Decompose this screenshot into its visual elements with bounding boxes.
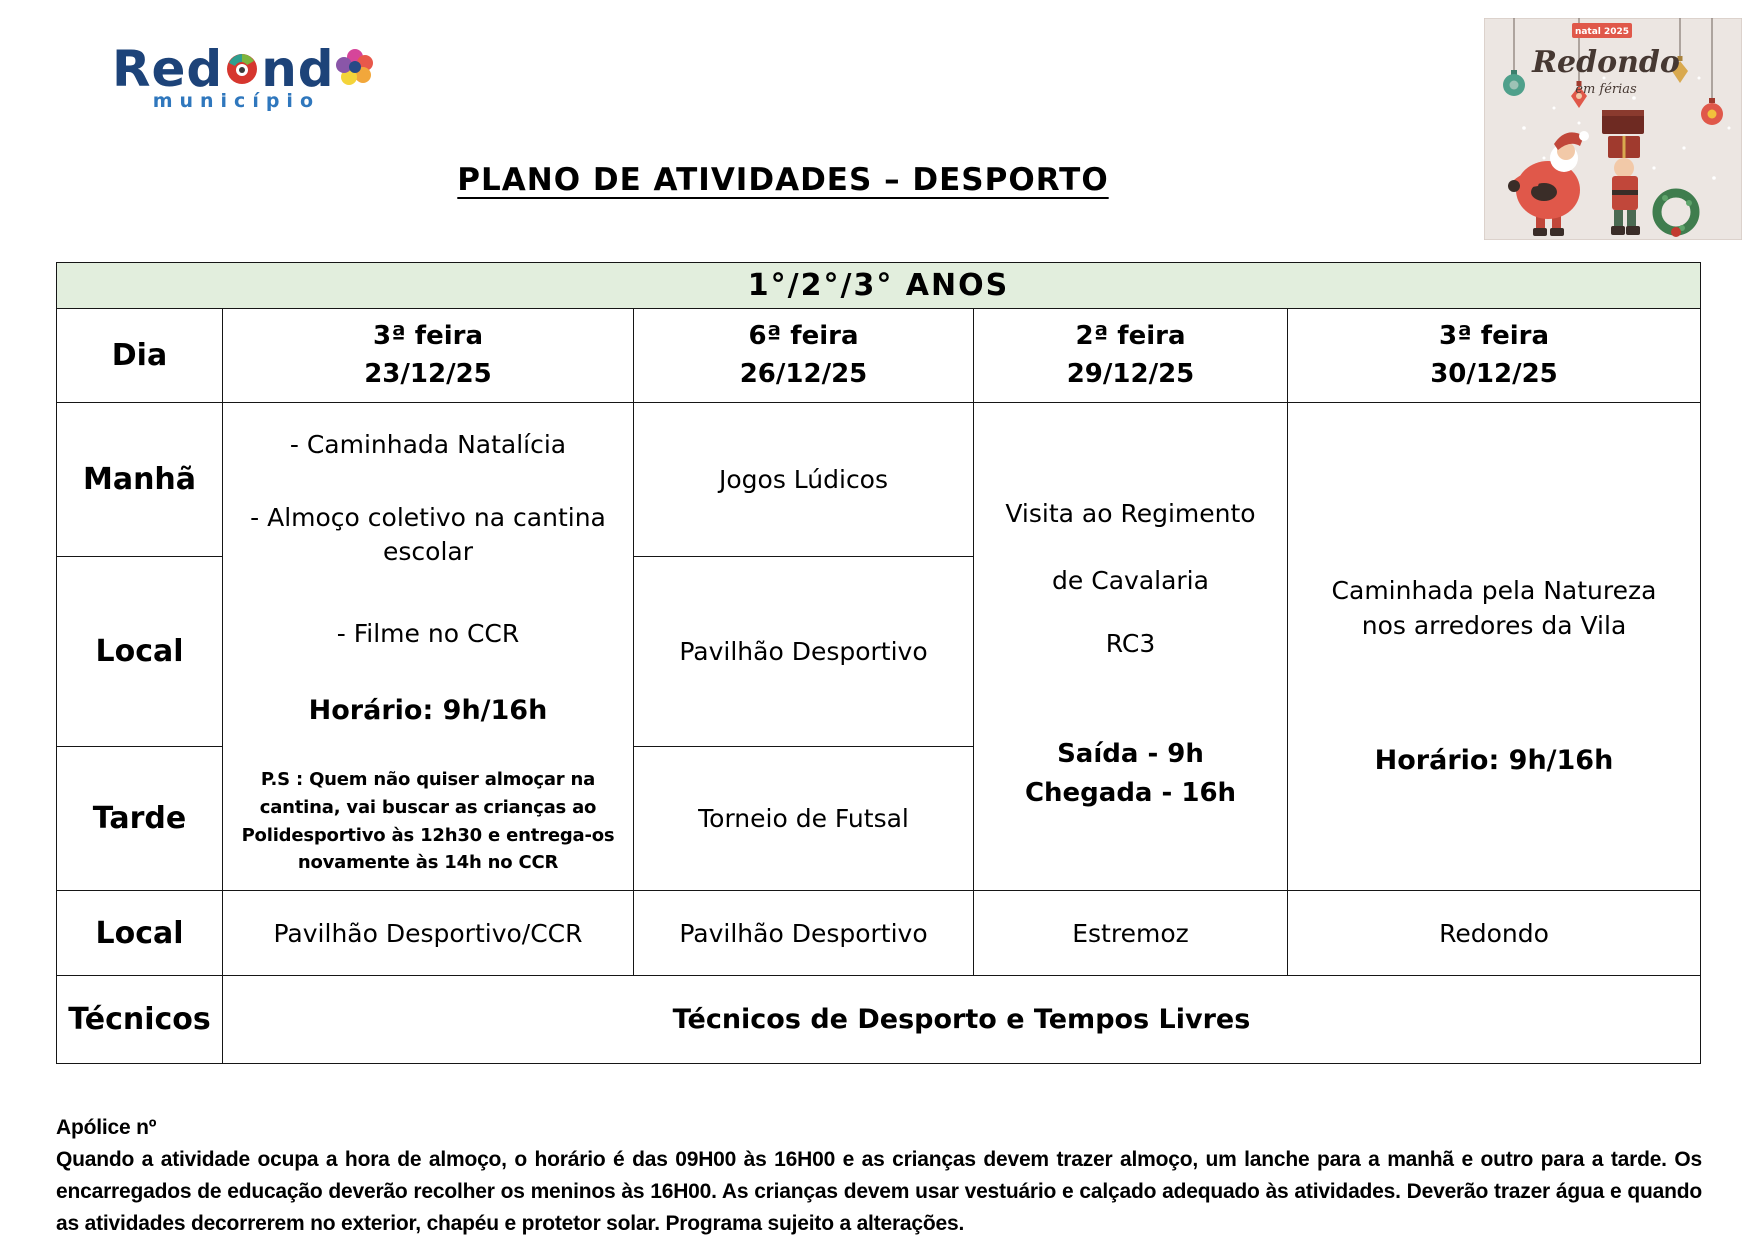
- cell-day1-program: [223, 403, 634, 891]
- logo-subtitle: município: [152, 90, 320, 112]
- cell-day1-local: Pavilhão Desportivo/CCR: [223, 891, 634, 976]
- cell-day4-local: Redondo: [1288, 891, 1701, 976]
- day4-activity-line1: Caminhada pela Natureza: [1331, 576, 1657, 605]
- corner-header-dia: Dia: [57, 309, 223, 403]
- day-3-date: 29/12/25: [1066, 358, 1195, 389]
- row-label-local-2: Local: [57, 891, 223, 976]
- poster-badge: [1572, 23, 1632, 38]
- logo-text-part2: nd: [261, 40, 335, 98]
- footer-note-paragraph: Quando a atividade ocupa a hora de almoço, o horário é das 09H00 às 16H00 e as crianças devem trazer almoço, um lanche para a manhã e outro para a tarde. Os encarregados de educação deverão recolher os meninos às 16H00. As crianças devem usar vestuário e calçado adequado às atividades. Deverão trazer água e quando as atividades decorrerem no exterior, chapéu e protetor solar. Programa sujeito a alterações.: [56, 1148, 1702, 1235]
- day1-activity-1: - Caminhada Natalícia: [289, 429, 567, 459]
- cell-tecnicos-value: Técnicos de Desporto e Tempos Livres: [223, 976, 1701, 1064]
- day-header-1: [223, 309, 634, 403]
- table-group-header: 1°/2°/3° ANOS: [57, 263, 1701, 309]
- cell-day3-program: [974, 403, 1288, 891]
- municipality-logo: [112, 40, 342, 112]
- day-2-date: 26/12/25: [739, 358, 868, 389]
- day1-schedule: Horário: 9h/16h: [308, 694, 548, 726]
- logo-text-part1: Red: [112, 40, 224, 98]
- row-label-local-1: Local: [57, 557, 223, 747]
- day1-activity-2: - Almoço coletivo na cantina escolar: [250, 503, 606, 567]
- day3-activity-line1: Visita ao Regimento: [1005, 499, 1256, 528]
- day-header-4: [1288, 309, 1701, 403]
- day3-activity-line2: de Cavalaria: [1052, 566, 1209, 595]
- day3-departure: Saída - 9h: [1057, 739, 1204, 769]
- day-1-weekday: 3ª feira: [372, 320, 484, 351]
- cell-day2-tarde: Torneio de Futsal: [634, 747, 974, 891]
- logo-o-ball-icon: [224, 44, 260, 94]
- page-title: PLANO DE ATIVIDADES – DESPORTO: [457, 162, 1109, 198]
- cell-day4-program: [1288, 403, 1701, 891]
- footer-apolice: Apólice nº: [56, 1116, 157, 1139]
- day-header-3: [974, 309, 1288, 403]
- row-label-manha: Manhã: [57, 403, 223, 557]
- day4-activity-line2: nos arredores da Vila: [1361, 611, 1627, 640]
- poster-subtitle: em férias: [1575, 82, 1637, 97]
- cell-day2-local-mid: Pavilhão Desportivo: [634, 557, 974, 747]
- poster-title: Redondo: [1532, 45, 1680, 80]
- day1-ps-note: P.S : Quem não quiser almoçar na cantina, vai buscar as crianças ao Polidesportivo às 12h30 e entrega-os novamente às 14h no CCR: [241, 768, 615, 874]
- day-4-weekday: 3ª feira: [1438, 320, 1550, 351]
- logo-o-flower-icon: [336, 44, 374, 94]
- cell-day3-local: Estremoz: [974, 891, 1288, 976]
- day4-schedule: Horário: 9h/16h: [1374, 745, 1614, 776]
- logo-wordmark: [112, 40, 342, 98]
- row-label-tarde: Tarde: [57, 747, 223, 891]
- row-label-tecnicos: Técnicos: [57, 976, 223, 1064]
- footer-notes: [56, 1112, 1702, 1240]
- day-2-weekday: 6ª feira: [748, 320, 859, 351]
- day-3-weekday: 2ª feira: [1075, 320, 1186, 351]
- cell-day2-manha: Jogos Lúdicos: [634, 403, 974, 557]
- christmas-poster: [1484, 18, 1742, 240]
- day3-activity-line3: RC3: [1105, 629, 1156, 658]
- day-header-2: [634, 309, 974, 403]
- poster-badge-text: natal 2025: [1574, 27, 1630, 37]
- activities-table: [56, 262, 1701, 1064]
- day1-activity-3: - Filme no CCR: [336, 618, 520, 648]
- day-1-date: 23/12/25: [364, 358, 492, 389]
- cell-day2-local: Pavilhão Desportivo: [634, 891, 974, 976]
- day3-arrival: Chegada - 16h: [1024, 778, 1237, 808]
- day-4-date: 30/12/25: [1430, 358, 1558, 389]
